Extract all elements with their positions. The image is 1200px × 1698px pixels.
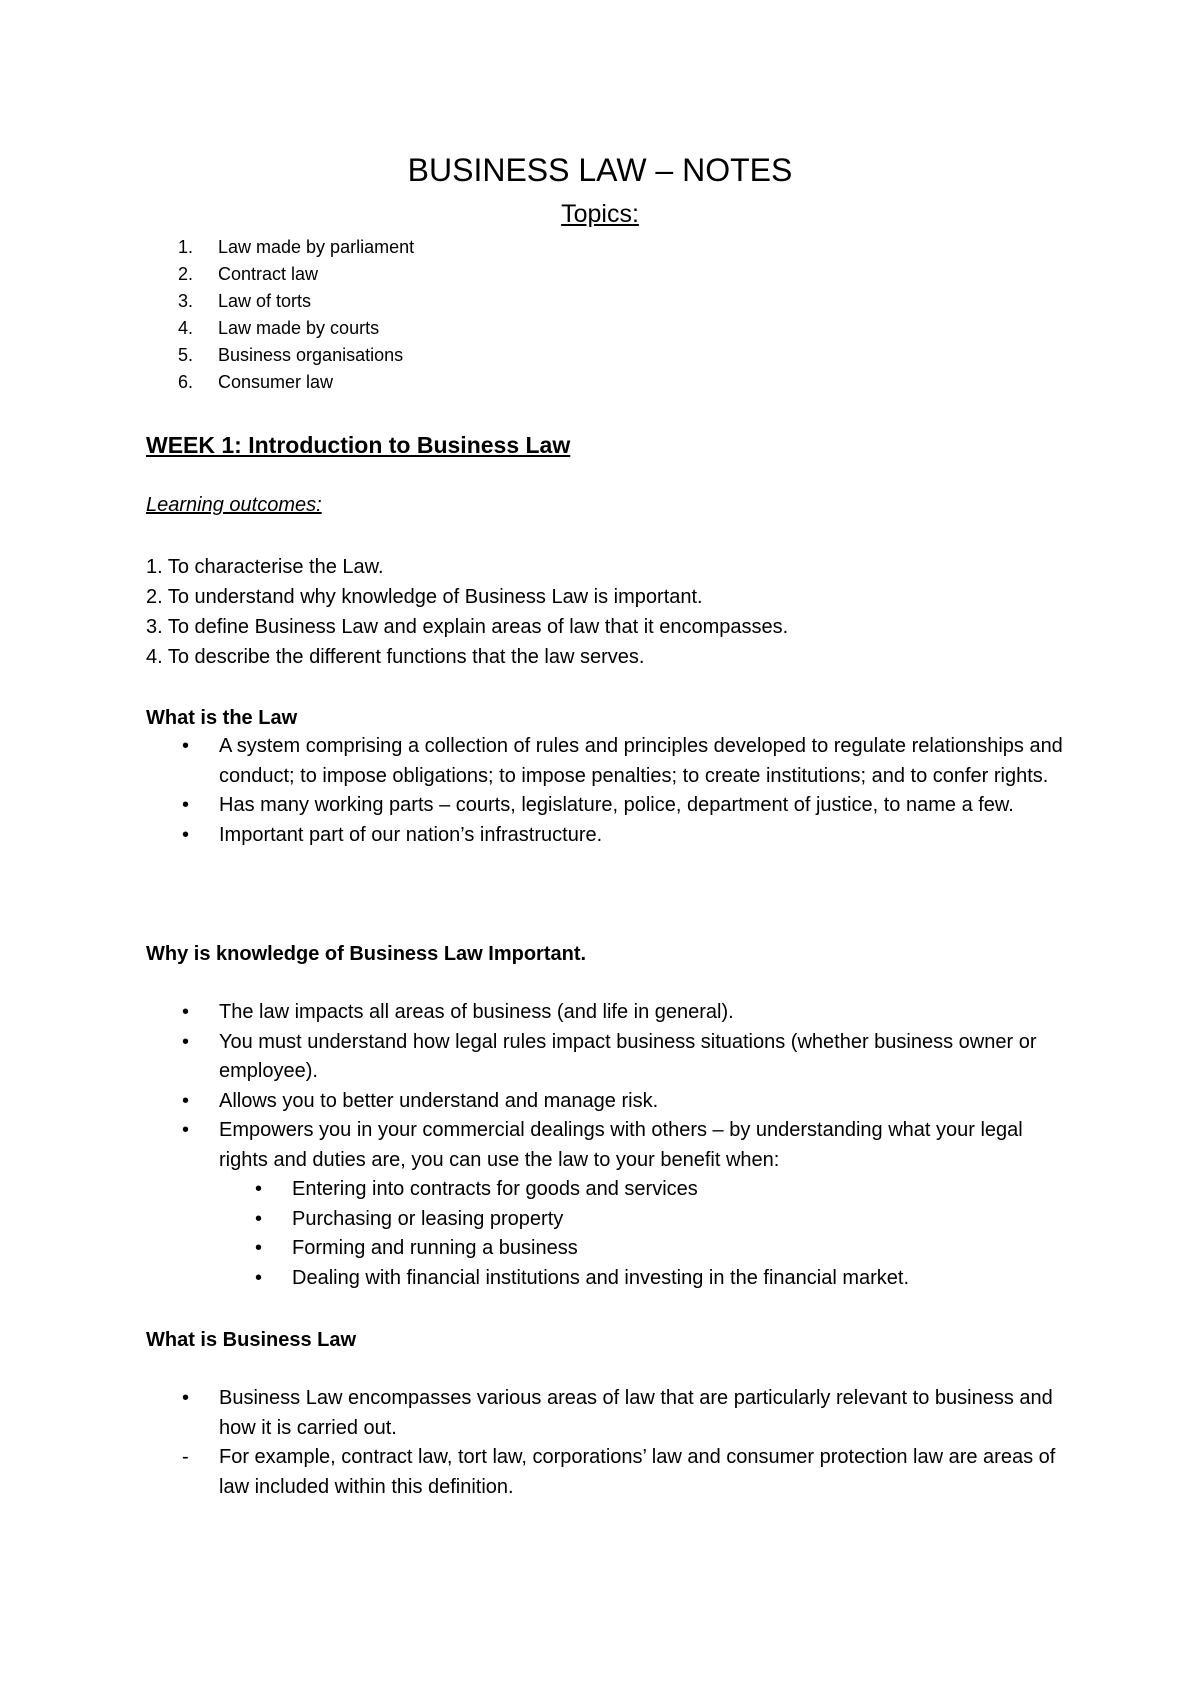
bullet-text: For example, contract law, tort law, corporations’ law and consumer protection law are areas of law included within this definition. [219,1446,1056,1498]
document-title: BUSINESS LAW – NOTES [407,152,793,188]
bullet-icon: • [255,1207,263,1230]
list-item [178,234,414,261]
why-important-heading: Why is knowledge of Business Law Important. [146,943,587,965]
list-item: 2. To understand why knowledge of Business Law is important. [146,586,703,608]
bullet-text: Business Law encompasses various areas of law that are particularly relevant to business and how it is carried out. [219,1387,1053,1439]
sub-list [219,1175,1076,1293]
bullet-text: Important part of our nation’s infrastructure. [219,823,603,846]
bullet-text: You must understand how legal rules impact business situations (whether business owner or employee). [219,1030,1037,1082]
bullet-text: Entering into contracts for goods and services [292,1178,698,1200]
list-item [146,732,1076,791]
list-item [146,791,1076,821]
bullet-icon: • [255,1178,263,1200]
bullet-icon: • [182,1089,190,1112]
list-number: 4. [178,318,194,338]
what-is-law-heading: What is the Law [146,707,298,729]
bullet-icon: • [255,1237,263,1259]
bullet-icon: • [182,794,190,816]
list-number: 6. [178,372,194,392]
list-item [219,1234,1076,1264]
list-number: 5. [178,345,194,365]
list-item: 1. To characterise the Law. [146,556,384,578]
list-item [146,821,1076,851]
what-is-business-law-heading: What is Business Law [146,1329,357,1351]
list-item [146,1028,1076,1087]
bullet-text: The law impacts all areas of business (and life in general). [219,1001,734,1023]
dash-icon: - [182,1446,189,1468]
bullet-icon: • [182,823,190,846]
list-item [178,369,414,396]
list-item [219,1175,1076,1205]
bullet-text: Purchasing or leasing property [292,1207,564,1230]
why-important-list [146,998,1076,1293]
topic-text: Consumer law [218,372,334,392]
list-item [219,1205,1076,1235]
list-item [178,342,414,369]
bullet-icon: • [182,1387,190,1409]
bullet-icon: • [182,735,190,757]
bullet-text: Allows you to better understand and manage risk. [219,1089,659,1112]
list-item [146,1087,1076,1117]
bullet-icon: • [182,1030,190,1053]
list-item [178,315,414,342]
list-item [146,998,1076,1028]
bullet-text: Dealing with financial institutions and investing in the financial market. [292,1266,910,1289]
list-number: 2. [178,264,194,284]
bullet-text: A system comprising a collection of rules and principles developed to regulate relationships and conduct; to impose obligations; to impose penalties; to create institutions; and to confer rights. [219,735,1063,787]
bullet-icon: • [182,1001,190,1023]
week-heading: WEEK 1: Introduction to Business Law [146,432,571,458]
bullet-icon: • [255,1266,263,1289]
list-item [146,1384,1076,1443]
list-item [146,1443,1076,1502]
learning-outcomes-label: Learning outcomes: [146,494,322,516]
list-item [178,288,414,315]
list-item [219,1264,1076,1294]
list-number: 1. [178,237,194,257]
learning-outcomes-list [146,552,788,672]
topic-text: Law made by parliament [218,237,415,257]
list-item [146,1116,1076,1293]
what-is-business-law-list [146,1384,1076,1502]
list-item: 3. To define Business Law and explain areas of law that it encompasses. [146,616,789,638]
bullet-icon: • [182,1119,190,1141]
topic-text: Contract law [218,264,319,284]
list-number: 3. [178,291,194,311]
what-is-law-list [146,732,1076,850]
topic-text: Law made by courts [218,318,380,338]
topics-list [178,234,414,396]
bullet-text: Forming and running a business [292,1237,578,1259]
topic-text: Law of torts [218,291,312,311]
bullet-text: Empowers you in your commercial dealings with others – by understanding what your legal rights and duties are, you can use the law to your benefit when: [219,1119,1023,1171]
topic-text: Business organisations [218,345,404,365]
list-item [178,261,414,288]
bullet-text: Has many working parts – courts, legislature, police, department of justice, to name a few. [219,794,1014,816]
list-item: 4. To describe the different functions that the law serves. [146,646,645,668]
topics-label: Topics: [561,200,639,228]
